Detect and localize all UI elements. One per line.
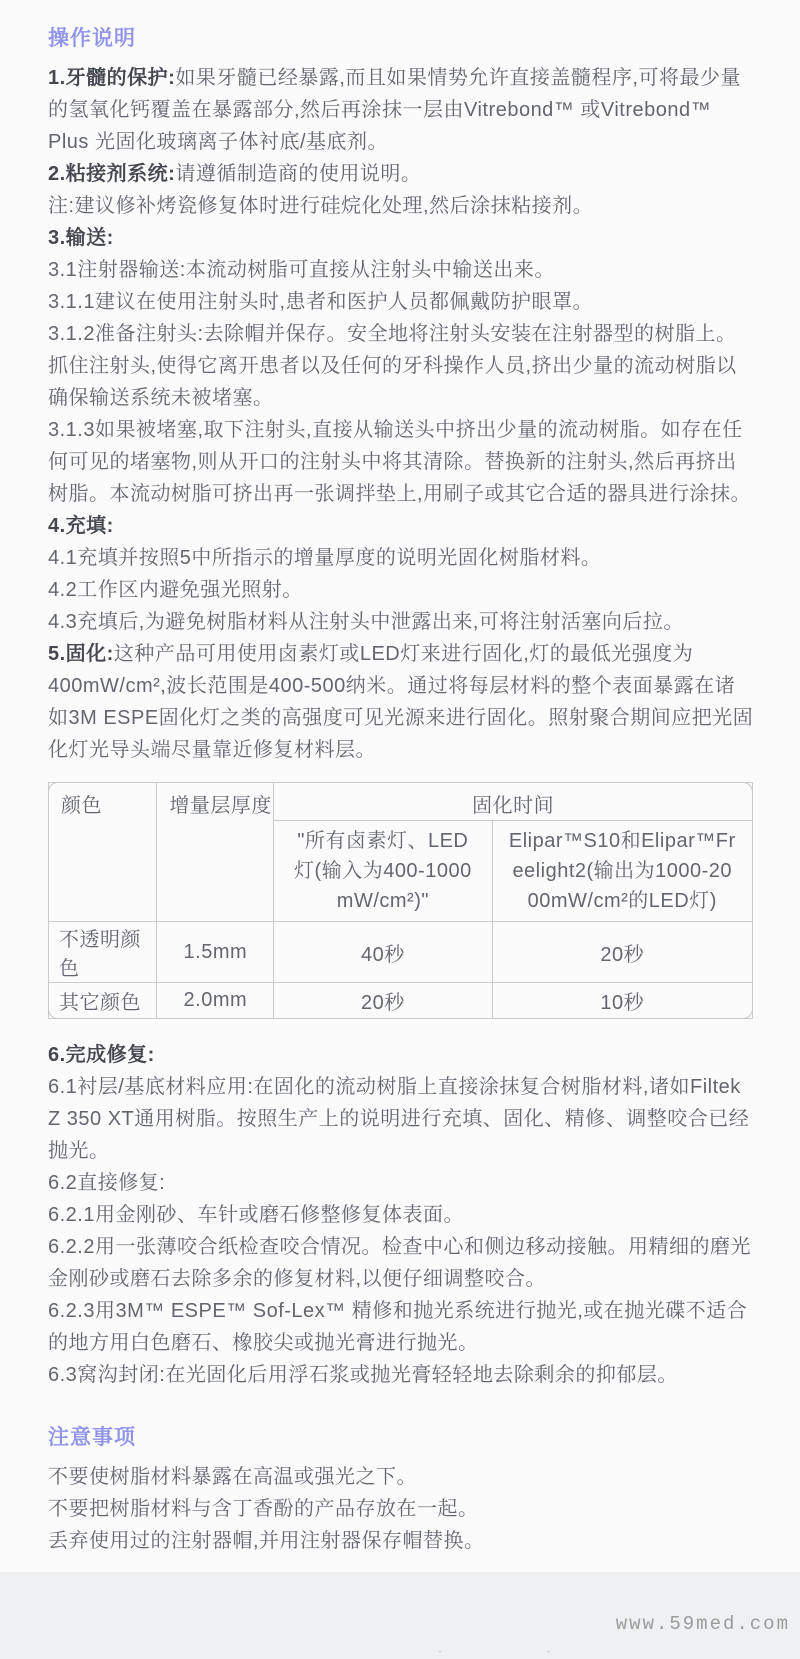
note-line: 不要使树脂材料暴露在高温或强光之下。 [48,1466,417,1488]
table-cell-color: 其它颜色 [49,983,157,1019]
table-subheader-elipar: Elipar™S10和Elipar™Freelight2(输出为1000-2000mW/cm²的LED灯) [492,821,753,922]
table-subheader-halogen-led: "所有卤素灯、LED灯(输入为400-1000mW/cm²)" [274,821,492,922]
table-cell-color: 不透明颜色 [49,922,157,983]
paragraph-lead: 6.完成修复: [48,1044,155,1066]
table-cell-thickness: 1.5mm [157,922,274,983]
paragraph-text: 6.2.3用3M™ ESPE™ Sof-Lex™ 精修和抛光系统进行抛光,或在抛光碟不适合的地方用白色磨石、橡胶尖或抛光膏进行抛光。 [48,1300,748,1354]
paragraph [48,158,755,190]
watermark-text: www.59med.com [615,1613,790,1635]
paragraph [48,1295,755,1359]
paragraph [48,638,755,766]
note-line: 丢弃使用过的注射器帽,并用注射器保存帽替换。 [48,1530,485,1552]
paragraph [48,254,755,286]
table-cell-elipar-time: 10秒 [492,983,753,1019]
paragraph [48,318,755,414]
table-cell-halogen-time: 20秒 [274,983,492,1019]
paragraph-text: 6.2.2用一张薄咬合纸检查咬合情况。检查中心和侧边移动接触。用精细的磨光金刚砂或磨石去除多余的修复材料,以便仔细调整咬合。 [48,1236,751,1290]
paragraph-text: 注:建议修补烤瓷修复体时进行硅烷化处理,然后涂抹粘接剂。 [48,195,594,217]
paragraph [48,286,755,318]
table-row [49,922,753,983]
paragraph-text: 4.3充填后,为避免树脂材料从注射头中泄露出来,可将注射活塞向后拉。 [48,611,684,633]
paragraph-text: 请遵循制造商的使用说明。 [175,163,422,185]
curing-time-table [48,782,753,1019]
paragraph [48,1199,755,1231]
paragraph [48,606,755,638]
paragraph [48,62,755,158]
paragraph [48,414,755,510]
paragraph [48,1359,755,1391]
paragraph-text: 4.1充填并按照5中所指示的增量厚度的说明光固化树脂材料。 [48,547,602,569]
paragraph-lead: 5.固化: [48,643,114,665]
table-header-curing-time: 固化时间 [274,783,753,821]
section-title-operation: 操作说明 [48,27,136,50]
paragraph [48,574,755,606]
paragraph-lead: 2.粘接剂系统: [48,163,176,185]
paragraph [48,222,755,254]
paragraph [48,1167,755,1199]
paragraph-lead: 3.输送: [48,227,114,249]
paragraph-text: 3.1注射器输送:本流动树脂可直接从注射头中输送出来。 [48,259,555,281]
paragraph-text: 6.1衬层/基底材料应用:在固化的流动树脂上直接涂抹复合树脂材料,诸如Filtek Z 350 XT通用树脂。按照生产上的说明进行充填、固化、精修、调整咬合已经抛光。 [48,1076,750,1162]
paragraph-text: 6.2直接修复: [48,1172,166,1194]
paragraph-text: 这种产品可用使用卤素灯或LED灯来进行固化,灯的最低光强度为400mW/cm²,波长范围是400-500纳米。通过将每层材料的整个表面暴露在诸如3M ESPE固化灯之类的高强度可见光源来进行固化。照射聚合期间应把光固化灯光导头端尽量靠近修复材料层。 [48,643,754,761]
paragraph-text: 4.2工作区内避免强光照射。 [48,579,303,601]
paragraph-text: 3.1.1建议在使用注射头时,患者和医护人员都佩戴防护眼罩。 [48,291,594,313]
table-row [49,983,753,1019]
paragraph [48,190,755,222]
paragraph-text: 如果牙髓已经暴露,而且如果情势允许直接盖髓程序,可将最少量的氢氧化钙覆盖在暴露部分,然后再涂抹一层由Vitrebond™ 或Vitrebond™ Plus 光固化玻璃离子体衬底/基底剂。 [48,67,741,153]
paragraph-text: 3.1.2准备注射头:去除帽并保存。安全地将注射头安装在注射器型的树脂上。抓住注射头,使得它离开患者以及任何的牙科操作人员,挤出少量的流动树脂以确保输送系统未被堵塞。 [48,323,737,409]
table-cell-halogen-time: 40秒 [274,922,492,983]
paragraph-lead: 1.牙髓的保护: [48,67,176,89]
table-cell-elipar-time: 20秒 [492,922,753,983]
paragraph-lead: 4.充填: [48,515,114,537]
footer-band [0,1572,800,1651]
paragraph-text: 6.2.1用金刚砂、车针或磨石修整修复体表面。 [48,1204,464,1226]
note-line: 不要把树脂材料与含丁香酚的产品存放在一起。 [48,1498,479,1520]
paragraph-text: 3.1.3如果被堵塞,取下注射头,直接从输送头中挤出少量的流动树脂。如存在任何可见的堵塞物,则从开口的注射头中将其清除。替换新的注射头,然后再挤出树脂。本流动树脂可挤出再一张调拌垫上,用刷子或其它合适的器具进行涂抹。 [48,419,752,505]
table-cell-thickness: 2.0mm [157,983,274,1019]
paragraph [48,1071,755,1167]
paragraph-text: 6.3窝沟封闭:在光固化后用浮石浆或抛光膏轻轻地去除剩余的抑郁层。 [48,1364,678,1386]
paragraph [48,1039,755,1071]
paragraph [48,542,755,574]
paragraph [48,510,755,542]
paragraph [48,1231,755,1295]
table-header-color: 颜色 [49,783,157,922]
section-title-notes: 注意事项 [48,1426,136,1449]
table-header-thickness: 增量层厚度 [157,783,274,922]
